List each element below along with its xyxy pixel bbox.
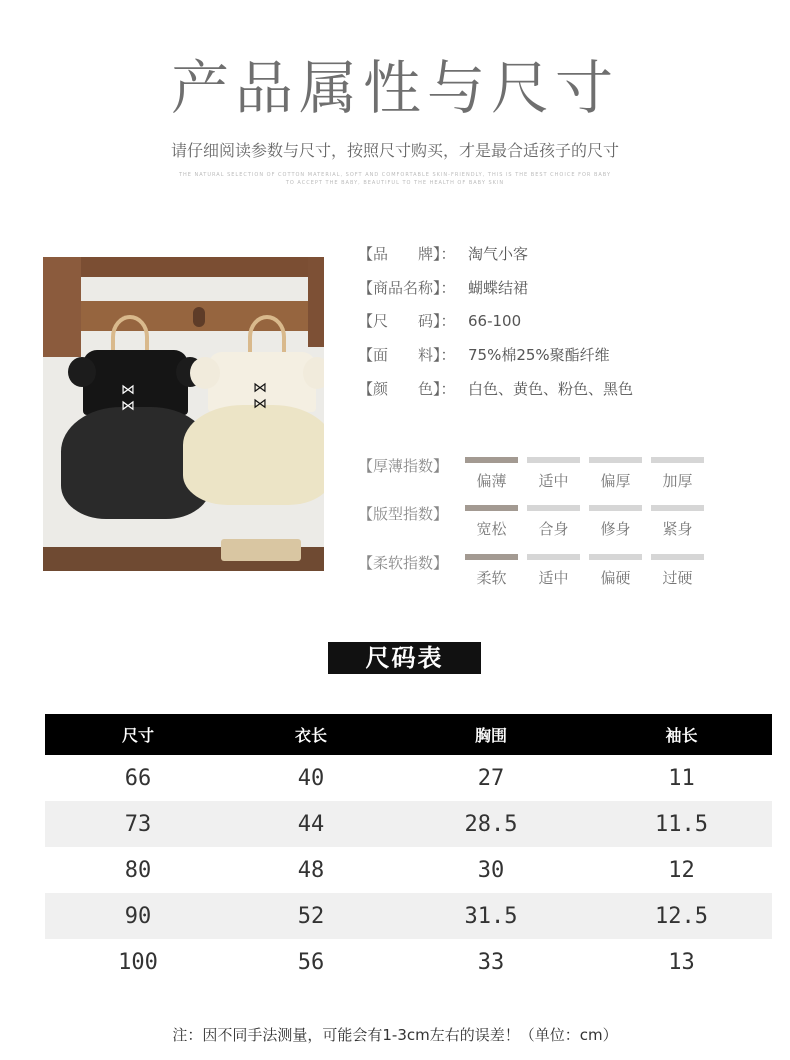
table-cell: 13 [668, 949, 695, 975]
index-option-label: 柔软 [476, 569, 507, 587]
index-scale-segment [651, 554, 704, 560]
info-label: 【尺 码】： [358, 312, 456, 330]
table-row [45, 939, 772, 985]
size-chart-heading: 尺码表 [328, 642, 481, 674]
index-option-label: 过硬 [662, 569, 693, 587]
index-scale-segment [527, 554, 580, 560]
product-photo: ⋈ ⋈ ⋈ ⋈ [43, 257, 324, 571]
info-label: 【颜 色】： [358, 380, 456, 398]
index-option-label: 宽松 [476, 520, 507, 538]
table-cell: 31.5 [464, 903, 518, 929]
measurement-note: 注：因不同手法测量，可能会有1-3cm左右的误差！（单位：cm） [172, 1026, 618, 1044]
index-scale-segment [651, 505, 704, 511]
index-scale-segment [465, 554, 518, 560]
table-cell: 80 [124, 857, 152, 883]
index-scale-segment [589, 554, 642, 560]
index-option-label: 加厚 [662, 472, 693, 490]
index-scale-segment [527, 457, 580, 463]
info-row-name [358, 277, 528, 299]
table-cell: 11 [668, 765, 695, 791]
size-table [45, 714, 772, 985]
table-cell: 100 [118, 949, 158, 975]
table-cell: 12 [668, 857, 695, 883]
index-option-label: 适中 [538, 569, 569, 587]
index-option-label: 紧身 [662, 520, 693, 538]
table-cell: 40 [297, 765, 325, 791]
page-title: 产品属性与尺寸 [170, 54, 619, 122]
page-subtitle: 请仔细阅读参数与尺寸，按照尺寸购买，才是最合适孩子的尺寸 [170, 141, 619, 160]
index-option-label: 合身 [538, 520, 569, 538]
table-row [45, 801, 772, 847]
info-value: 淘气小客 [468, 245, 529, 263]
fit-index-label: 【版型指数】 [358, 505, 449, 523]
table-cell: 11.5 [655, 811, 708, 837]
table-cell: 90 [124, 903, 152, 929]
index-scale-segment [465, 505, 518, 511]
info-row-fabric [358, 344, 610, 366]
info-value: 蝴蝶结裙 [468, 279, 529, 297]
info-value: 66-100 [468, 312, 522, 330]
index-option-label: 修身 [600, 520, 631, 538]
column-header-sleeve: 袖长 [665, 726, 698, 745]
column-header-size: 尺寸 [121, 726, 154, 745]
table-cell: 52 [297, 903, 325, 929]
index-scale-segment [589, 457, 642, 463]
table-row [45, 847, 772, 893]
table-cell: 28.5 [464, 811, 518, 837]
table-row [45, 755, 772, 801]
index-option-label: 偏厚 [600, 472, 631, 490]
table-cell: 27 [477, 765, 505, 791]
index-scale-segment [651, 457, 704, 463]
info-value: 白色、黄色、粉色、黑色 [468, 380, 634, 398]
table-header [45, 714, 772, 755]
decorative-caption-1: THE NATURAL SELECTION OF COTTON MATERIAL, SOFT AND COMFORTABLE SKIN-FRIENDLY, THIS IS THE BEST CHOICE FOR BABY [178, 172, 612, 178]
table-cell: 30 [477, 857, 505, 883]
column-header-length: 衣长 [294, 726, 327, 745]
index-scale-segment [589, 505, 642, 511]
info-row-size [358, 310, 521, 332]
table-cell: 48 [297, 857, 325, 883]
table-cell: 73 [124, 811, 152, 837]
index-scale-segment [465, 457, 518, 463]
info-label: 【面 料】： [358, 346, 456, 364]
info-label: 【品 牌】： [358, 245, 456, 263]
index-option-label: 偏薄 [476, 472, 507, 490]
info-label: 【商品名称】： [358, 279, 456, 297]
info-value: 75%棉25%聚酯纤维 [468, 346, 610, 364]
info-row-brand [358, 243, 528, 265]
table-cell: 12.5 [655, 903, 708, 929]
info-row-color [358, 378, 633, 400]
table-cell: 56 [297, 949, 325, 975]
decorative-caption-2: TO ACCEPT THE BABY, BEAUTIFUL TO THE HEALTH OF BABY SKIN [285, 180, 505, 186]
thickness-index-label: 【厚薄指数】 [358, 457, 449, 475]
column-header-chest: 胸围 [474, 726, 507, 745]
table-cell: 44 [297, 811, 325, 837]
softness-index-label: 【柔软指数】 [358, 554, 449, 572]
table-cell: 66 [124, 765, 152, 791]
table-row [45, 893, 772, 939]
table-cell: 33 [477, 949, 505, 975]
index-option-label: 适中 [538, 472, 569, 490]
index-scale-segment [527, 505, 580, 511]
index-option-label: 偏硬 [600, 569, 631, 587]
